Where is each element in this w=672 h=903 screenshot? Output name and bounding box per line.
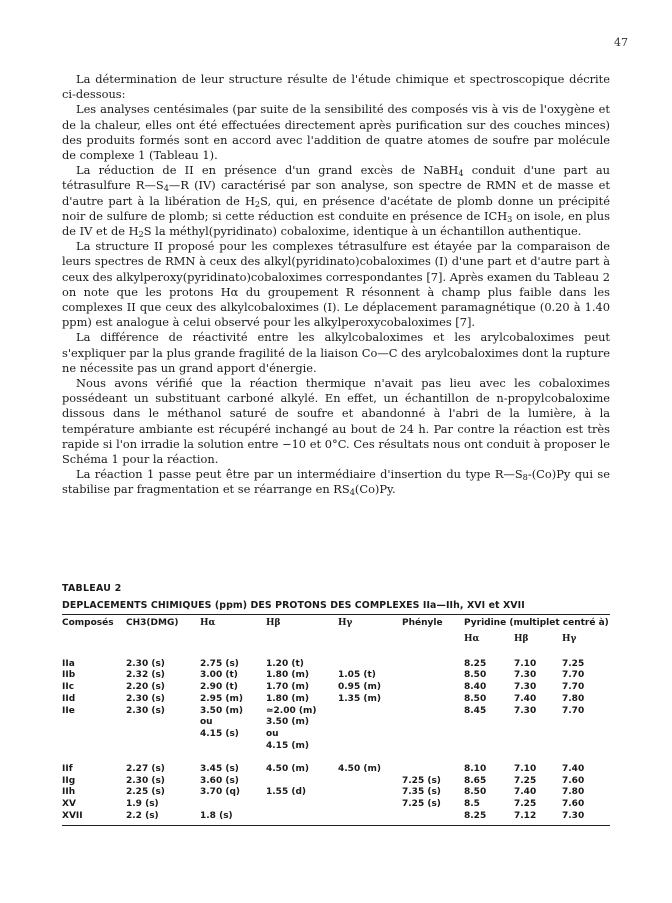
table-cell xyxy=(514,729,562,741)
paragraph-structure: La structure II proposé pour les complexes tétrasulfure est étayée par la comparaison de leurs spectres de RMN à ceux des alkyl(pyridinato)cobaloximes (I) d'une part et d'autre part à ceux des alkylperoxy(pyridinato)cobaloximes correspondantes [7]. Après examen du Tableau 2 on note que les protons Hα du groupement R résonnent à champ plus faible dans les complexes II que ceux des alkylcobaloximes (I). Le déplacement paramagnétique (0.20 à 1.40 ppm) est analogue à celui observé pour les alkylperoxycobaloximes [7]. xyxy=(62,239,610,330)
table-row xyxy=(62,799,610,811)
table-cell xyxy=(562,717,610,729)
table-cell: 8.50 xyxy=(464,787,487,798)
header-py-gamma: Hγ xyxy=(562,634,577,644)
table-cell: 1.70 (m) xyxy=(266,682,309,693)
table-cell: 7.35 (s) xyxy=(402,787,441,798)
table-header-row xyxy=(62,615,610,631)
table-cell xyxy=(562,741,610,753)
table-cell: 0.95 (m) xyxy=(338,682,381,693)
table-cell xyxy=(200,799,266,811)
table-cell xyxy=(514,717,562,729)
table-cell: 1.35 (m) xyxy=(338,693,381,704)
table-cell: 7.40 xyxy=(562,764,585,774)
table-spacer xyxy=(62,752,610,764)
table-cell: 3.45 (s) xyxy=(200,764,239,774)
table-subheader-row xyxy=(62,631,610,647)
table-cell: ≃2.00 (m) xyxy=(266,705,317,716)
table-cell: 1.8 (s) xyxy=(200,810,233,821)
table-cell xyxy=(266,811,338,823)
table-cell: 7.60 xyxy=(562,799,585,810)
header-py-alpha: Hα xyxy=(464,634,480,644)
table-cell: 7.12 xyxy=(514,810,537,821)
table-cell: 8.50 xyxy=(464,670,487,681)
header-h-beta: Hβ xyxy=(266,618,281,628)
table-cell: IIb xyxy=(62,670,76,681)
table-row xyxy=(62,764,610,776)
table-cell: XVII xyxy=(62,810,83,821)
table-cell xyxy=(338,787,402,799)
table-cell xyxy=(402,694,464,706)
table-cell xyxy=(402,717,464,729)
paragraph-reactivity: La différence de réactivité entre les alkylcobaloximes et les arylcobaloximes peut s'expliquer par la plus grande fragilité de la liaison Co—C des arylcobaloximes dont la rupture ne nécessite pas un grand apport d'énergie. xyxy=(62,330,610,375)
table-cell: 4.15 (s) xyxy=(200,728,239,739)
table-cell: 8.40 xyxy=(464,682,487,693)
table-cell: 2.2 (s) xyxy=(126,810,159,821)
table-row xyxy=(62,706,610,718)
table-cell xyxy=(514,741,562,753)
table-cell: 3.60 (s) xyxy=(200,775,239,786)
table-cell: 2.30 (s) xyxy=(126,658,165,669)
table-row xyxy=(62,682,610,694)
table-cell xyxy=(464,741,514,753)
table-row xyxy=(62,670,610,682)
paragraph-reaction: La réaction 1 passe peut être par un intermédiaire d'insertion du type $R—S_8-(Co)Py$ qui se stabilise par fragmentation et se réarrange en $RS_4(Co)Py$. xyxy=(62,467,610,498)
table-cell: IId xyxy=(62,693,76,704)
table-cell: 7.80 xyxy=(562,787,585,798)
table-cell: 2.95 (m) xyxy=(200,693,243,704)
table-row xyxy=(62,741,610,753)
table-cell xyxy=(62,741,126,753)
table-cell xyxy=(126,741,200,753)
table-cell xyxy=(266,776,338,788)
table-cell xyxy=(338,799,402,811)
chemical-shift-table xyxy=(62,615,610,823)
table-cell: 1.55 (d) xyxy=(266,787,307,798)
table-cell: 7.25 (s) xyxy=(402,775,441,786)
table-cell xyxy=(62,729,126,741)
table-cell: 7.25 xyxy=(514,775,537,786)
table-cell xyxy=(338,811,402,823)
paragraph-thermal: Nous avons vérifié que la réaction thermique n'avait pas lieu avec les cobaloximes possédeant un substituant carboné alkylé. En effet, un échantillon de n-propylcobaloxime dissous dans le méthanol saturé de soufre et abandonné à l'abri de la lumière, à la température ambiante est récupéré inchangé au bout de 24 h. Par contre la réaction est très rapide si l'on irradie la solution entre −10 et 0°C. Ces résultats nous ont conduit à proposer le Schéma 1 pour la réaction. xyxy=(62,376,610,467)
table-cell xyxy=(338,706,402,718)
table-cell: 7.40 xyxy=(514,787,537,798)
table-cell: 7.70 xyxy=(562,670,585,681)
table-cell: 7.30 xyxy=(514,682,537,693)
table-cell: 7.70 xyxy=(562,705,585,716)
table-cell xyxy=(126,717,200,729)
table-cell: ou xyxy=(266,728,279,739)
table-body xyxy=(62,647,610,823)
table-cell xyxy=(562,729,610,741)
table-cell: 2.90 (t) xyxy=(200,682,238,693)
table-cell: 7.30 xyxy=(514,705,537,716)
table-cell xyxy=(402,682,464,694)
header-py-beta: Hβ xyxy=(514,634,529,644)
table-cell: ou xyxy=(200,717,213,728)
table-cell: 7.30 xyxy=(562,810,585,821)
table-cell xyxy=(62,717,126,729)
table-cell: 1.9 (s) xyxy=(126,799,159,810)
table-cell xyxy=(338,659,402,671)
table-cell xyxy=(338,729,402,741)
table-cell: 7.60 xyxy=(562,775,585,786)
table-cell xyxy=(266,799,338,811)
table-cell: 7.30 xyxy=(514,670,537,681)
table-cell: IIa xyxy=(62,658,75,669)
table-row xyxy=(62,717,610,729)
table-cell: 1.80 (m) xyxy=(266,670,309,681)
table-cell xyxy=(464,729,514,741)
table-cell: 2.30 (s) xyxy=(126,693,165,704)
table-row xyxy=(62,787,610,799)
table-bottom-rule xyxy=(62,825,610,826)
table-cell: IIf xyxy=(62,764,73,774)
header-ch3dmg: CH3(DMG) xyxy=(126,618,179,628)
table-cell: 2.32 (s) xyxy=(126,670,165,681)
table-row xyxy=(62,811,610,823)
table-cell: 8.50 xyxy=(464,693,487,704)
header-h-alpha: Hα xyxy=(200,618,216,628)
table-cell: 2.30 (s) xyxy=(126,705,165,716)
table-cell xyxy=(402,741,464,753)
table-cell xyxy=(338,776,402,788)
table-cell: 1.80 (m) xyxy=(266,693,309,704)
header-h-gamma: Hγ xyxy=(338,618,353,628)
table-cell: 8.45 xyxy=(464,705,487,716)
table-cell: 4.50 (m) xyxy=(266,764,309,774)
table-cell xyxy=(338,717,402,729)
table-title: DEPLACEMENTS CHIMIQUES (ppm) DES PROTONS DES COMPLEXES IIa—IIh, XVI et XVII xyxy=(62,600,525,611)
table-cell: 7.80 xyxy=(562,693,585,704)
table-cell: 2.25 (s) xyxy=(126,787,165,798)
table-cell xyxy=(402,811,464,823)
table-cell: 1.20 (t) xyxy=(266,658,304,669)
paragraph-analyses: Les analyses centésimales (par suite de la sensibilité des composés vis à vis de l'oxygène et de la chaleur, elles ont été effectuées directement après purification sur des couches minces) des produits formés sont en accord avec l'addition de quatre atomes de soufre par molécule de complexe 1 (Tableau 1). xyxy=(62,102,610,163)
table-cell: 3.50 (m) xyxy=(200,705,243,716)
table-cell xyxy=(126,729,200,741)
table-cell xyxy=(402,659,464,671)
table-cell: 8.25 xyxy=(464,658,487,669)
header-pyridine: Pyridine (multiplet centré à) xyxy=(464,618,609,628)
table-cell: 2.30 (s) xyxy=(126,775,165,786)
table-2 xyxy=(62,583,610,826)
paragraph-intro: La détermination de leur structure résulte de l'étude chimique et spectroscopique décrite ci-dessous: xyxy=(62,72,610,102)
table-cell: IIe xyxy=(62,705,75,716)
table-cell: IIg xyxy=(62,775,76,786)
table-cell: 7.10 xyxy=(514,658,537,669)
table-row xyxy=(62,694,610,706)
header-phenyle: Phényle xyxy=(402,618,443,628)
table-cell: 2.27 (s) xyxy=(126,764,165,774)
table-cell: 7.10 xyxy=(514,764,537,774)
table-cell xyxy=(402,729,464,741)
table-cell xyxy=(200,741,266,753)
table-cell: 2.20 (s) xyxy=(126,682,165,693)
table-cell: 8.5 xyxy=(464,799,480,810)
table-cell: 3.70 (q) xyxy=(200,787,241,798)
table-cell xyxy=(402,670,464,682)
table-row xyxy=(62,659,610,671)
table-label: TABLEAU 2 xyxy=(62,583,122,594)
table-cell: 8.10 xyxy=(464,764,487,774)
table-cell: 8.65 xyxy=(464,775,487,786)
table-row xyxy=(62,729,610,741)
table-cell: 1.05 (t) xyxy=(338,670,376,681)
table-cell: 4.50 (m) xyxy=(338,764,381,774)
table-cell: 7.25 (s) xyxy=(402,799,441,810)
table-cell: IIc xyxy=(62,682,75,693)
table-cell: 7.40 xyxy=(514,693,537,704)
table-cell: 2.75 (s) xyxy=(200,658,239,669)
body-text xyxy=(62,72,610,498)
table-cell xyxy=(402,706,464,718)
table-spacer xyxy=(62,647,610,659)
table-cell: 7.70 xyxy=(562,682,585,693)
table-cell: 8.25 xyxy=(464,810,487,821)
table-cell xyxy=(402,764,464,776)
table-cell: IIh xyxy=(62,787,76,798)
table-cell: 7.25 xyxy=(514,799,537,810)
table-cell: XV xyxy=(62,799,76,810)
table-cell: 4.15 (m) xyxy=(266,740,309,751)
table-cell: 3.50 (m) xyxy=(266,717,309,728)
table-cell xyxy=(338,741,402,753)
paragraph-reduction: La réduction de II en présence d'un grand excès de NaBH$_4$ conduit d'une part au tétrasulfure $R—S_4—R$ (IV) caractérisé par son analyse, son spectre de RMN et de masse et d'autre part à la libération de $H_2S$, qui, en présence d'acétate de plomb donne un précipité noir de sulfure de plomb; si cette réduction est conduite en présence de $ICH_3$ on isole, en plus de IV et de $H_2S$ la méthyl(pyridinato) cobaloxime, identique à un échantillon authentique. xyxy=(62,163,610,240)
table-cell xyxy=(464,717,514,729)
page-number: 47 xyxy=(614,36,628,49)
table-cell: 3.00 (t) xyxy=(200,670,238,681)
table-cell: 7.25 xyxy=(562,658,585,669)
header-compose: Composés xyxy=(62,618,114,628)
table-row xyxy=(62,776,610,788)
